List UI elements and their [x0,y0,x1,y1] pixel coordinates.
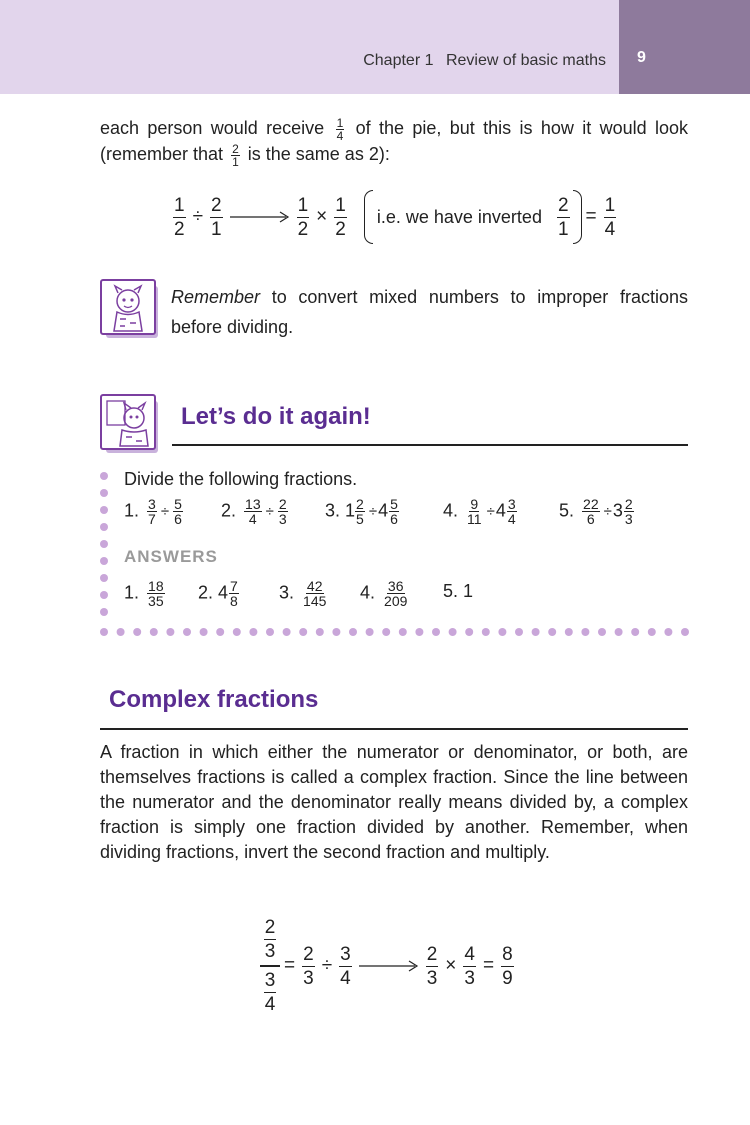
tiger-mascot-icon [100,279,156,335]
intro-text-1: each person would receive [100,118,325,138]
question-5: 5. $\frac{22}{6}$ ÷3 $\frac{2}{3}$ [559,496,633,527]
fraction: $\frac{2}{1}$ [211,194,222,240]
fraction: $\frac{1}{4}$ [604,194,616,240]
complex-paragraph: A fraction in which either the numerator or denominator, or both, are themselves fractions is called a complex fraction. Since the line between the numerator and the denominator really means divided by, a complex fraction is simply one fraction divided by another. Remember, when dividing fractions, invert the second fraction and multiply. [100,742,688,862]
section-rule [100,728,688,730]
fraction: $\frac{1}{2}$ [174,194,185,240]
equals-sign: = [585,206,597,227]
fraction: $\frac{1}{2}$ [297,194,309,240]
page-number: 9 [637,49,646,66]
question-2: 2. $\frac{13}{4}$ ÷ $\frac{2}{3}$ [221,496,287,527]
complex-fraction: 2 3 3 4 [260,916,280,1016]
dotted-rule [100,627,690,637]
question-4: 4. $\frac{9}{11}$ ÷4 $\frac{3}{4}$ [443,496,516,527]
fraction: 2 1 [557,194,569,240]
arrow-icon [230,211,290,223]
division-example-equation [170,190,619,244]
chapter-label: Chapter 1 [363,52,434,69]
intro-text-2: of the pie, but this is how it would look (remember that [100,118,688,164]
intro-paragraph [100,116,688,168]
arrow-icon [359,960,419,972]
fraction: $\frac{1}{4}$ [336,115,344,143]
tip-text [171,282,688,342]
answer-1: 1. $\frac{18}{35}$ [124,578,164,609]
tip-body: to convert mixed numbers to improper fractions before dividing. [171,287,688,337]
answer-4: 4. $\frac{36}{209}$ [360,578,408,609]
divide-sign: ÷ [192,206,204,227]
chapter-title: Review of basic maths [445,52,606,69]
question-1: 1. $\frac{3}{7}$ ÷ $\frac{5}{6}$ [124,496,182,527]
complex-fraction-equation: 2 3 3 4 = $\frac{2}{3}$ ÷ $\frac{3}{4}$ $\frac{2}{3}$ × $\frac{4}{3}$ = $\frac{8}{9}$ [260,916,517,1016]
fraction: $\frac{1}{2}$ [335,194,346,240]
question-3: 3. 1 $\frac{2}{5}$ ÷4 $\frac{5}{6}$ [325,496,398,527]
answer-3: 3. $\frac{42}{145}$ [279,578,327,609]
answer-2: 2. 4 $\frac{7}{8}$ [198,578,238,609]
intro-text-3: is the same as 2): [247,143,390,164]
exercise-instruction: Divide the following fractions. [124,469,358,489]
answers-label: ANSWERS [124,547,218,566]
exercise-mascot-icon [100,394,156,450]
section-heading: Complex fractions [109,686,319,713]
tip-emphasis: Remember [171,287,261,307]
parenthetical-note: i.e. we have inverted 2 1 [364,190,582,244]
heading-rule [172,444,688,446]
fraction: $\frac{2}{1}$ [232,141,239,169]
times-sign: × [316,206,328,227]
answer-5: 5. 1 [443,581,474,601]
exercise-heading: Let’s do it again! [181,403,371,430]
page-number-tab [619,0,750,94]
page-header [0,0,750,94]
running-head [363,52,606,70]
